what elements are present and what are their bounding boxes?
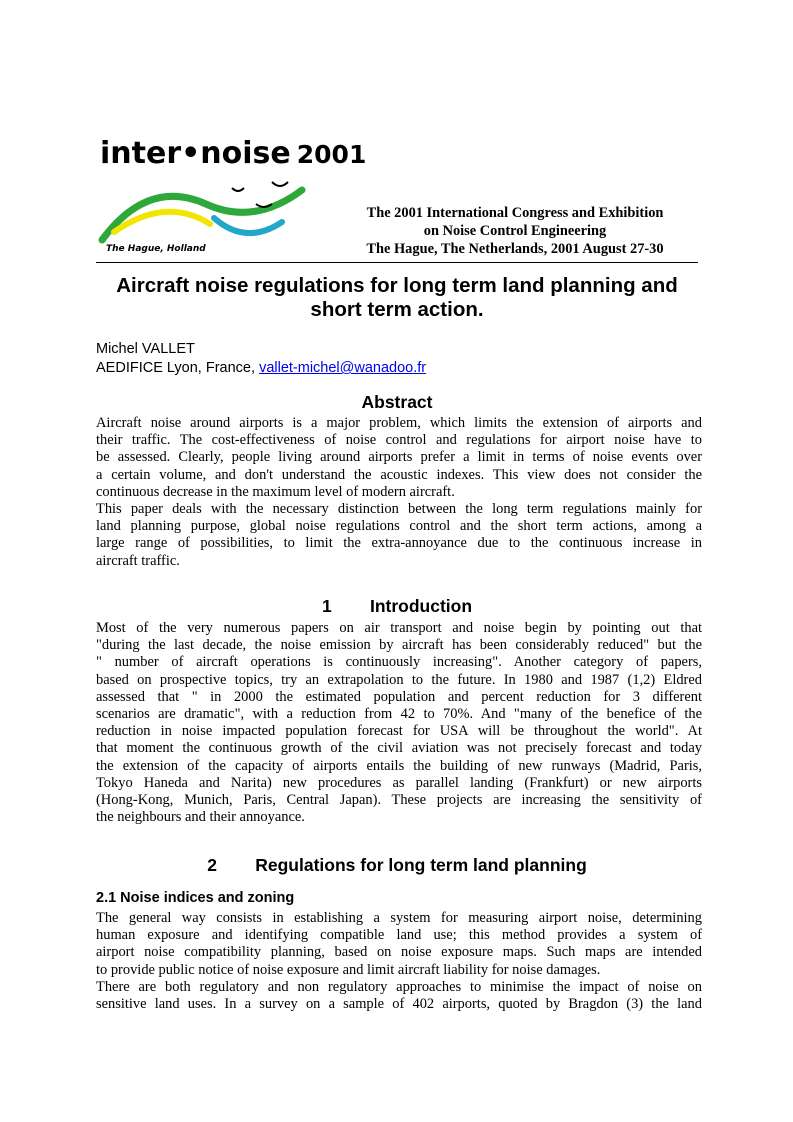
logo-year: 2001 [296,140,367,169]
abstract-line: a certain volume, and don't understand the acoustic indexes. This view does not consider the [96,466,702,483]
section-2-number: 2 [207,855,217,875]
title-line-1: Aircraft noise regulations for long term land planning and [116,274,678,297]
section-2-line: airport noise compatibility planning, based on noise exposure maps. Such maps are intended [96,944,702,961]
section-1-heading [96,596,698,616]
conference-info [336,204,694,258]
section-1-line: " number of aircraft operations is continuously increasing". Another category of papers, [96,654,702,671]
author-name: Michel VALLET [96,341,195,357]
section-2-heading [96,855,698,875]
conference-line-2: on Noise Control Engineering [423,223,607,239]
author-email-link[interactable]: vallet-michel@wanadoo.fr [259,360,427,376]
section-1-line: assessed that " in 2000 the estimated population and percent reduction for 3 different [96,688,702,705]
subsection-2-1-heading: 2.1 Noise indices and zoning [96,890,295,906]
section-1-line: the extension of the capacity of airports entails the building of new runways (Madrid, Paris, [96,757,702,774]
abstract-line: be assessed. Clearly, people living around airports prefer a limit in terms of noise events over [96,449,702,466]
logo-blue-wave [214,218,282,233]
paper-title [96,274,698,322]
logo-smile-mark [272,182,288,186]
section-1-line: (Hong-Kong, Munich, Paris, Central Japan). These projects are increasing the sensitivity of [96,792,702,809]
logo-green-wave [102,190,302,240]
section-1-line: "during the last decade, the noise emission by aircraft has been considerably reduced" but the [96,637,702,654]
section-1-line: scenarios are dramatic", with a reduction from 42 to 70%. And "many of the benefice of the [96,706,702,723]
abstract-line: continuous decrease in the maximum level of modern aircraft. [96,483,455,500]
abstract-line: aircraft traffic. [96,552,180,569]
section-2-line: There are both regulatory and non regulatory approaches to minimise the impact of noise on [96,978,702,995]
section-2-title: Regulations for long term land planning [255,855,587,875]
abstract-line: This paper deals with the necessary distinction between the long term regulations mainly for [96,501,702,518]
abstract-heading: Abstract [361,392,433,412]
section-2-line: to provide public notice of noise exposure and limit aircraft liability for noise damages. [96,961,601,978]
section-1-body [96,620,702,826]
section-1-line: Tokyo Haneda and Narita) new procedures as parallel landing (Frankfurt) or new airports [96,774,702,791]
abstract-line: Aircraft noise around airports is a major problem, which limits the extension of airports and [96,415,702,431]
conference-logo [96,136,367,260]
section-2-line: sensitive land uses. In a survey on a sample of 402 airports, quoted by Bragdon (3) the land [96,996,702,1013]
logo-wordmark-text: inter•noise [100,136,291,171]
abstract-line: large range of possibilities, to limit the extra-annoyance due to the continuous increase in [96,535,702,552]
author-block [96,340,698,378]
section-1-line: reduction in noise impacted population forecast for USA will be throughout the world". At [96,723,702,740]
header-rule [96,262,698,263]
section-1-line: the neighbours and their annoyance. [96,809,305,826]
section-2-line: The general way consists in establishing a system for measuring airport noise, determining [96,910,702,926]
section-1-line: Most of the very numerous papers on air transport and noise begin by pointing out that [96,620,702,636]
abstract-body [96,415,702,570]
logo-location: The Hague, Holland [106,244,206,254]
section-1-line: that moment the continuous growth of the civil aviation was not precisely forecast and today [96,740,702,757]
logo-waves-graphic [96,174,336,254]
logo-smile-mark [232,188,244,191]
logo-wordmark [100,136,366,173]
section-1-number: 1 [321,596,332,616]
conference-line-3: The Hague, The Netherlands, 2001 August 27-30 [366,241,664,257]
abstract-line: land planning purpose, global noise regulations control and the short term actions, among a [96,518,702,535]
abstract-line: their traffic. The cost-effectiveness of noise control and regulations for airport noise have to [96,432,702,449]
section-1-line: based on prospective topics, try an extrapolation to the future. In 1980 and 1987 (1,2) Eldred [96,671,702,688]
conference-line-1: The 2001 International Congress and Exhibition [366,205,664,221]
author-affiliation: AEDIFICE Lyon, France, [96,360,260,376]
author-affiliation-line [96,359,698,378]
section-1-title: Introduction [369,596,473,616]
section-2-line: human exposure and identifying compatible land use; this method provides a system of [96,927,702,944]
subsection-2-1-body [96,910,702,1013]
logo-smile-mark [256,204,272,207]
title-line-2: short term action. [310,298,484,321]
